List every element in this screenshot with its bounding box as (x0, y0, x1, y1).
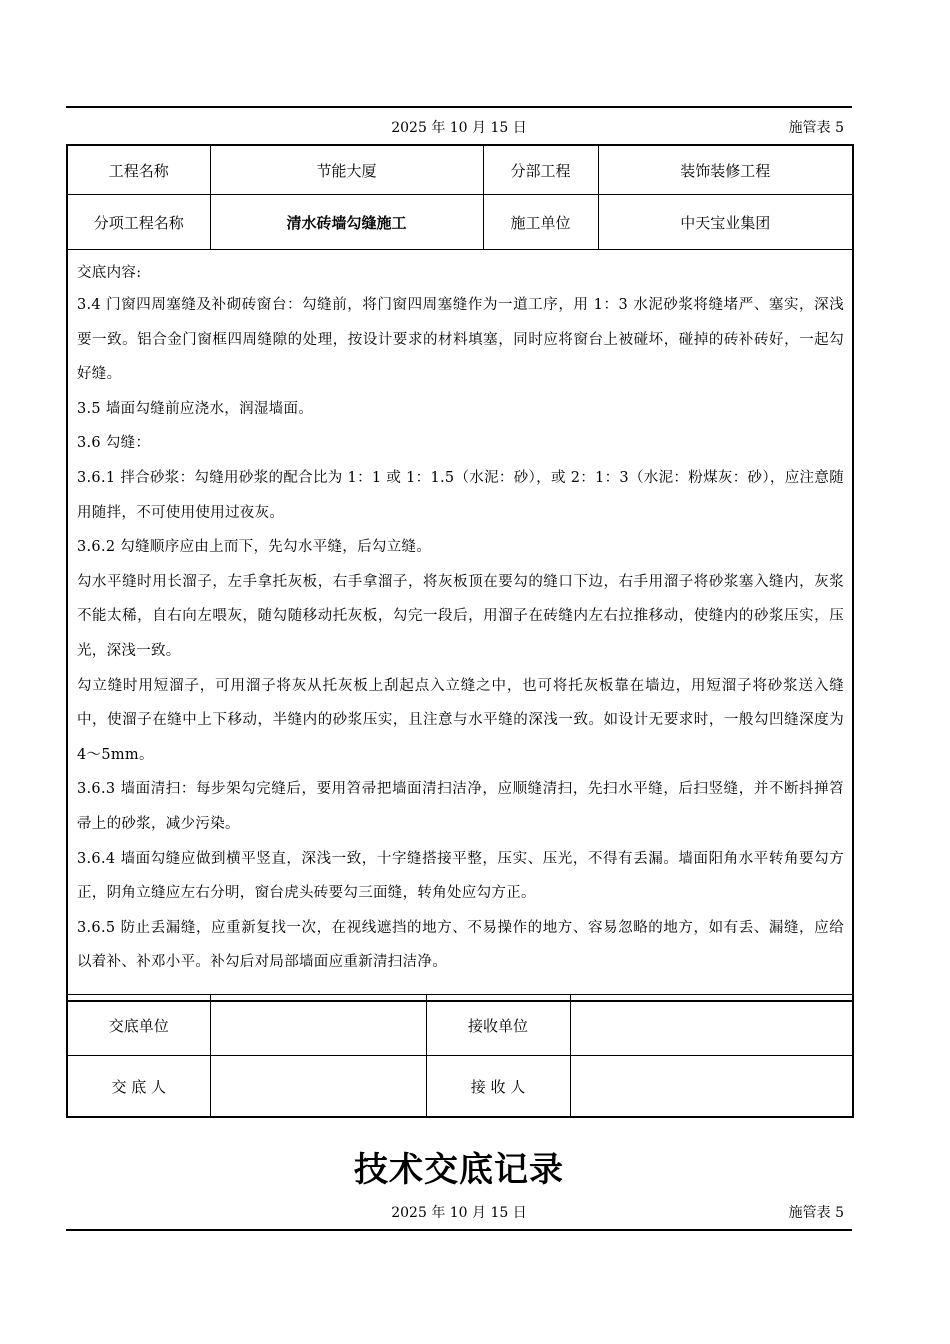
bottom-rule (66, 1229, 852, 1231)
content-paragraph: 勾立缝时用短溜子，可用溜子将灰从托灰板上刮起点入立缝之中，也可将托灰板靠在墙边，用短溜子将砂浆送入缝中，使溜子在缝中上下移动，半缝内的砂浆压实，且注意与水平缝的深浅一致。如设计无要求时，一般勾凹缝深度为 4～5mm。 (77, 677, 844, 763)
content-paragraph: 3.6.4 墙面勾缝应做到横平竖直，深浅一致，十字缝搭接平整，压实、压光，不得有丢漏。墙面阳角水平转角要勾方正，阴角立缝应左右分明，窗台虎头砖要勾三面缝，转角处应勾方正。 (77, 850, 844, 902)
header-form-number: 施管表 5 (788, 120, 844, 136)
table-row (67, 995, 853, 1056)
signature-table (66, 994, 854, 1118)
subitem-value: 清水砖墙勾缝施工 (210, 195, 483, 250)
content-paragraph: 3.4 门窗四周塞缝及补砌砖窗台：勾缝前，将门窗四周塞缝作为一道工序，用 1：3 水泥砂浆将缝堵严、塞实，深浅要一致。铝合金门窗框四周缝隙的处理，按设计要求的材料填塞，同时应将窗台上被碰坏，碰掉的砖补砖好，一起勾好缝。 (77, 297, 844, 383)
handover-person-label: 交 底 人 (67, 1056, 210, 1118)
receiver-unit-label: 接收单位 (426, 995, 570, 1056)
receiver-unit-field[interactable] (570, 995, 853, 1056)
handover-unit-field[interactable] (210, 995, 426, 1056)
content-label: 交底内容: (77, 265, 142, 281)
project-name-value: 节能大厦 (210, 145, 483, 195)
disclosure-content (67, 250, 853, 1002)
handover-unit-label: 交底单位 (67, 995, 210, 1056)
division-label: 分部工程 (483, 145, 598, 195)
content-paragraph: 勾水平缝时用长溜子，左手拿托灰板，右手拿溜子，将灰板顶在要勾的缝口下边，右手用溜子将砂浆塞入缝内，灰浆不能太稀，自右向左喂灰，随勾随移动托灰板，勾完一段后，用溜子在砖缝内左右拉推移动，使缝内的砂浆压实，压光，深浅一致。 (77, 573, 844, 659)
receiver-person-label: 接 收 人 (426, 1056, 570, 1118)
footer-row (66, 1202, 852, 1224)
content-paragraph: 3.6.1 拌合砂浆：勾缝用砂浆的配合比为 1：1 或 1：1.5（水泥：砂），或 2：1：3（水泥：粉煤灰：砂），应注意随用随拌，不可使用使用过夜灰。 (77, 469, 844, 521)
handover-person-field[interactable] (210, 1056, 426, 1118)
contractor-label: 施工单位 (483, 195, 598, 250)
content-paragraph: 3.6.5 防止丢漏缝，应重新复找一次，在视线遮挡的地方、不易操作的地方、容易忽略的地方，如有丢、漏缝，应给以着补、补邓小平。补勾后对局部墙面应重新清扫洁净。 (77, 919, 844, 971)
content-paragraph: 3.6 勾缝： (77, 435, 151, 452)
top-rule (66, 106, 852, 108)
contractor-value: 中天宝业集团 (598, 195, 853, 250)
header-date: 2025 年 10 月 15 日 (391, 120, 527, 136)
content-row (67, 250, 853, 1002)
header-row (66, 117, 852, 139)
footer-date: 2025 年 10 月 15 日 (391, 1205, 527, 1221)
subitem-label: 分项工程名称 (67, 195, 210, 250)
content-paragraph: 3.6.3 墙面清扫：每步架勾完缝后，要用笤帚把墙面清扫洁净，应顺缝清扫，先扫水平缝，后扫竖缝，并不断抖掸笤帚上的砂浆，减少污染。 (77, 781, 844, 832)
project-name-label: 工程名称 (67, 145, 210, 195)
footer-form-number: 施管表 5 (788, 1205, 844, 1221)
disclosure-table (66, 144, 854, 1002)
table-row (67, 145, 853, 195)
content-paragraph: 3.5 墙面勾缝前应浇水，润湿墙面。 (77, 400, 314, 417)
receiver-person-field[interactable] (570, 1056, 853, 1118)
table-row (67, 195, 853, 250)
document-title: 技术交底记录 (354, 1150, 564, 1190)
table-row (67, 1056, 853, 1118)
division-value: 装饰装修工程 (598, 145, 853, 195)
content-paragraph: 3.6.2 勾缝顺序应由上而下，先勾水平缝，后勾立缝。 (77, 539, 432, 556)
